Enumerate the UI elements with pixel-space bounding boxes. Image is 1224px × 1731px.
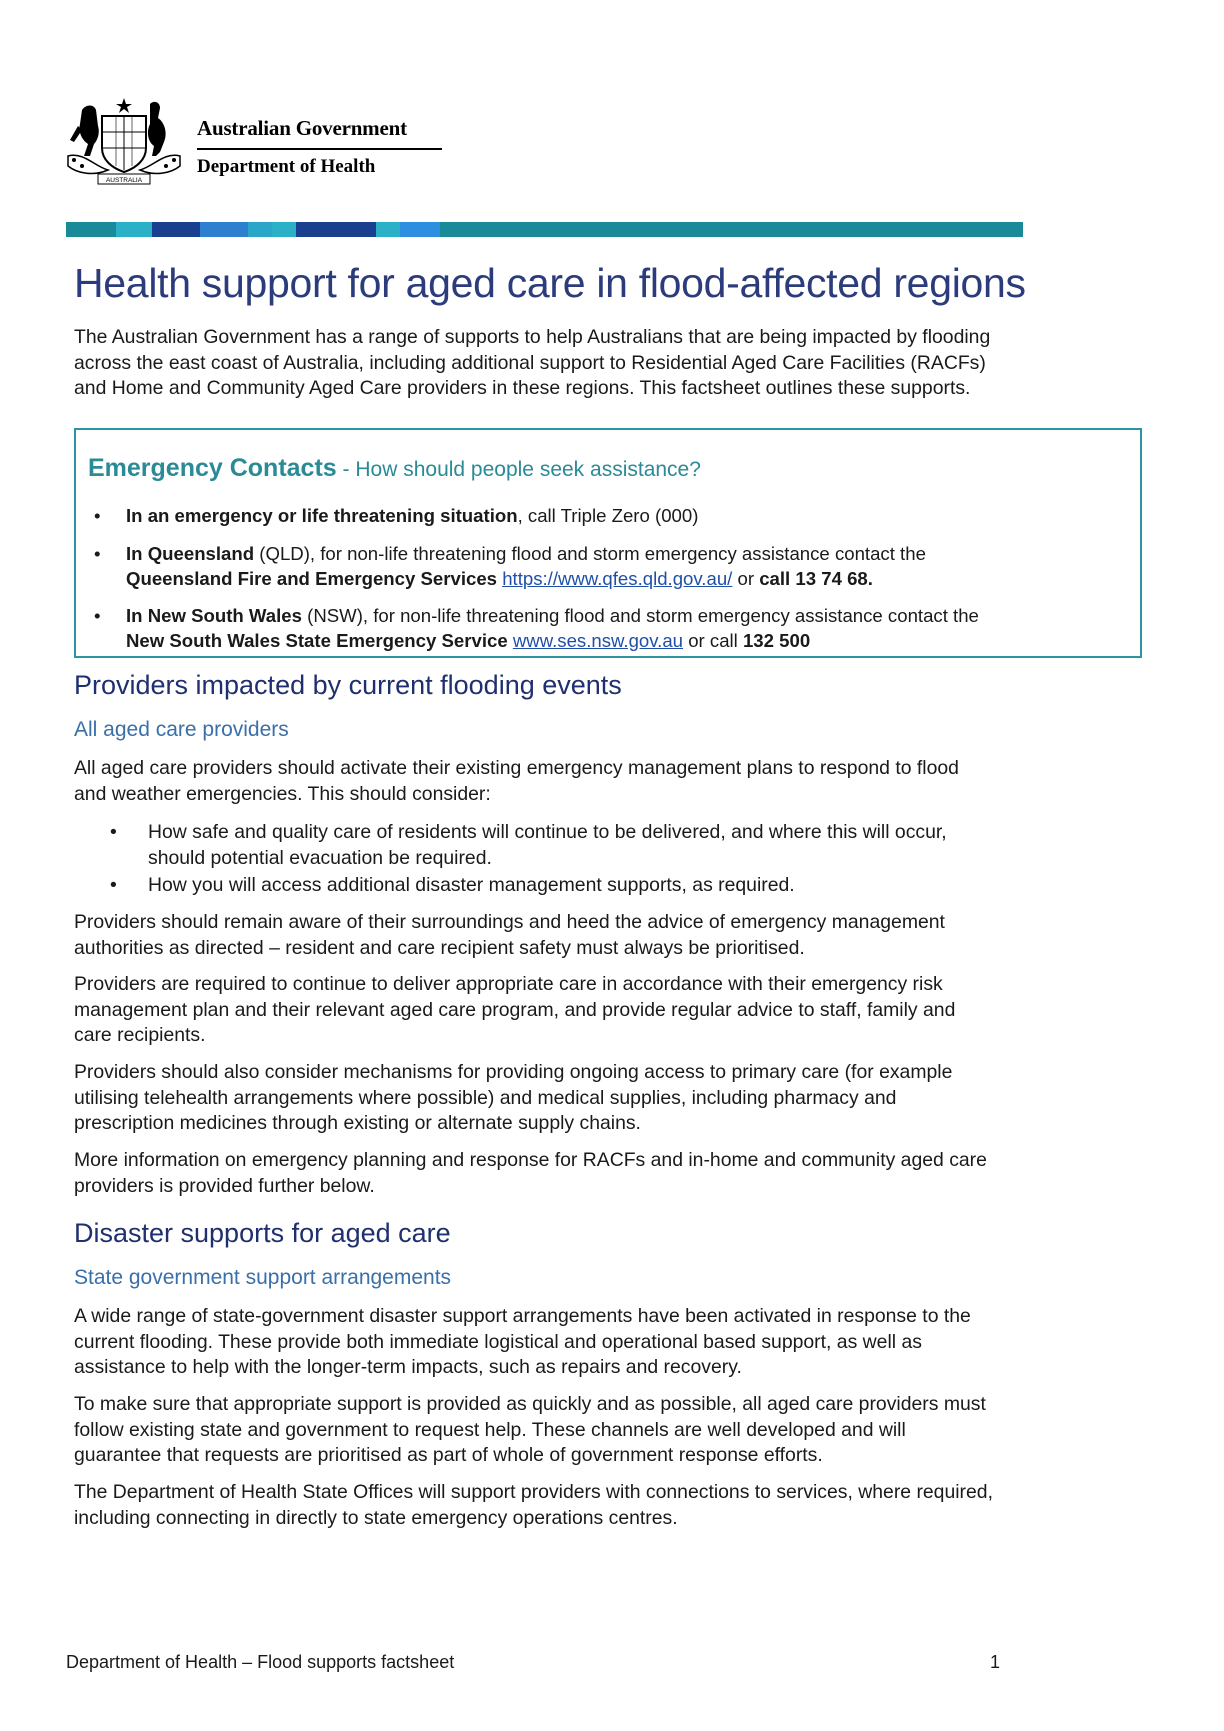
emergency-contacts-title: Emergency Contacts - How should people seek assistance? <box>88 454 701 482</box>
stripe-segment <box>440 222 1023 237</box>
section-subheading: State government support arrangements <box>74 1266 452 1289</box>
paragraph: To make sure that appropriate support is provided as quickly and as possible, all aged care providers must follow existing state and government to request help. These channels are well developed and will guarantee that requests are prioritised as part of whole of government response efforts. <box>74 1393 986 1466</box>
page-number: 1 <box>990 1652 1001 1672</box>
svg-text:AUSTRALIA: AUSTRALIA <box>105 177 143 184</box>
stripe-segment <box>66 222 116 237</box>
stripe-segment <box>400 222 440 237</box>
stripe-segment <box>376 222 400 237</box>
stripe-segment <box>248 222 272 237</box>
ses-link[interactable]: www.ses.nsw.gov.au <box>512 629 684 651</box>
stripe-segment <box>116 222 152 237</box>
paragraph: All aged care providers should activate their existing emergency management plans to respond to flood and weather emergencies. This should consider: <box>74 757 959 805</box>
stripe-segment <box>152 222 200 237</box>
coat-of-arms-icon <box>64 96 184 190</box>
paragraph: More information on emergency planning and response for RACFs and in-home and community aged care providers is provided further below. <box>74 1149 987 1197</box>
qfes-link[interactable]: https://www.qfes.qld.gov.au/ <box>502 567 733 589</box>
document-page: AUSTRALIA Australian Government Department of Health Health support for aged care in flood-affected regions The Australian Government has a range of supports to help Australians that are being impacted by flooding across the east coast of Australia, including additional support to Residential Aged Care Facilities (RACFs) and Home and Community Aged Care providers in these regions. This factsheet outlines these supports. Emergency Contacts - How should people seek assistance? • In an emergency or life threatening situation, call Triple Zero (000) • In Queensland (QLD), for non-life threatening flood and storm emergency assistance contact the Queensland Fire and Emergency Services https://www.qfes.qld.gov.au/ or call 13 74 68. • In New South Wales (NSW), for non-life threatening flood and storm emergency assistance contact the New South Wales State Emergency Service www.ses.nsw.gov.au or call 132 500 Providers impacted by current flooding events All aged care providers All aged care providers should activate their existing emergency management plans to respond to flood and weather emergencies. This should consider: • How safe and quality care of residents will continue to be delivered, and where this will occur, should potential evacuation be required. • How you will access additional disaster management supports, as required. Providers should remain aware of their surroundings and heed the advice of emergency management authorities as directed – resident and care recipient safety must always be prioritised. Providers are required to continue to deliver appropriate care in accordance with their emergency risk management plan and their relevant aged care program, and provide regular advice to staff, family and care recipients. Providers should also consider mechanisms for providing ongoing access to primary care (for example utilising telehealth arrangements where possible) and medical supplies, including pharmacy and prescription medicines through existing or alternate supply chains. More information on emergency planning and response for RACFs and in-home and community aged care providers is provided further below. Disaster supports for aged care State government support arrangements A wide range of state-government disaster support arrangements have been activated in response to the current flooding. These provide both immediate logistical and operational based support, as well as assistance to help with the longer-term impacts, such as repairs and recovery. To make sure that appropriate support is provided as quickly and as possible, all aged care providers must follow existing state and government to request help. These channels are well developed and will guarantee that requests are prioritised as part of whole of government response efforts. The Department of Health State Offices will support providers with connections to services, where required, including connecting in directly to state emergency operations centres. Department of Health – Flood supports factsheet 1 <box>0 0 1224 1731</box>
government-logo <box>64 96 444 192</box>
section-subheading: All aged care providers <box>74 718 289 741</box>
stripe-segment <box>296 222 376 237</box>
intro-paragraph: The Australian Government has a range of supports to help Australians that are being impacted by flooding across the east coast of Australia, including additional support to Residential Aged Care Facilities (RACFs) and Home and Community Aged Care providers in these regions. This factsheet outlines these supports. <box>74 326 991 399</box>
paragraph: The Department of Health State Offices will support providers with connections to services, where required, including connecting in directly to state emergency operations centres. <box>74 1481 993 1529</box>
stripe-segment <box>200 222 248 237</box>
section-heading: Providers impacted by current flooding events <box>74 670 622 700</box>
paragraph: Providers should remain aware of their surroundings and heed the advice of emergency management authorities as directed – resident and care recipient safety must always be prioritised. <box>74 911 945 959</box>
header-stripe <box>66 222 1023 237</box>
org-divider <box>197 148 442 150</box>
paragraph: Providers should also consider mechanisms for providing ongoing access to primary care (for example utilising telehealth arrangements where possible) and medical supplies, including pharmacy and prescription medicines through existing or alternate supply chains. <box>74 1061 953 1134</box>
section-heading: Disaster supports for aged care <box>74 1218 451 1248</box>
page-title: Health support for aged care in flood-affected regions <box>74 260 1026 306</box>
footer-title: Department of Health – Flood supports factsheet <box>66 1652 455 1672</box>
paragraph: A wide range of state-government disaster support arrangements have been activated in response to the current flooding. These provide both immediate logistical and operational based support, as well as assistance to help with the longer-term impacts, such as repairs and recovery. <box>74 1305 971 1378</box>
paragraph: Providers are required to continue to deliver appropriate care in accordance with their emergency risk management plan and their relevant aged care program, and provide regular advice to staff, family and care recipients. <box>74 973 956 1046</box>
org-name: Australian Government <box>197 116 407 140</box>
stripe-segment <box>272 222 296 237</box>
department-name: Department of Health <box>197 156 376 177</box>
emergency-contacts-box: Emergency Contacts - How should people seek assistance? • In an emergency or life threatening situation, call Triple Zero (000) • In Queensland (QLD), for non-life threatening flood and storm emergency assistance contact the Queensland Fire and Emergency Services https://www.qfes.qld.gov.au/ or call 13 74 68. • In New South Wales (NSW), for non-life threatening flood and storm emergency assistance contact the New South Wales State Emergency Service www.ses.nsw.gov.au or call 132 500 <box>74 428 1142 658</box>
